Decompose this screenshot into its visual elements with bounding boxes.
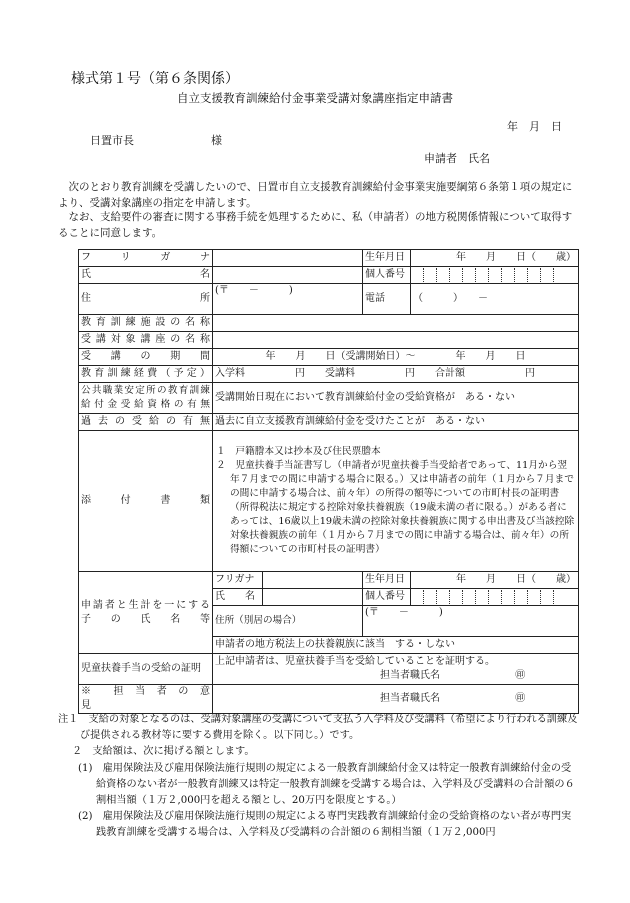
expense-label: 教育訓練経費（予定） (79, 366, 213, 383)
facility-label: 教育訓練施設の名称 (79, 315, 213, 332)
expense-input[interactable]: 入学料 円 受講料 円 合計額 円 (213, 366, 579, 383)
mynumber-input[interactable] (411, 267, 579, 284)
child-name-label: 氏 名 (213, 589, 263, 606)
child-birth-input[interactable]: 年 月 日（ 歳） (411, 572, 579, 589)
note-2-2: (2) 雇用保険法及び雇用保険法施行規則の規定による専門実践教育訓練給付金の受給資格のない者が専門実践教育訓練を受講する場合は、入学料及び受講料の合計額の６割相当額（１万２,000円 (78, 811, 572, 839)
attachment-item-1: １ 戸籍謄本又は抄本及び住民票謄本 (216, 446, 381, 457)
phone-label: 電話 (363, 284, 411, 315)
eligibility-label-line2: 給付金受給資格の有無 (81, 399, 210, 410)
application-table (78, 249, 579, 714)
child-address-label: 住所（別居の場合） (213, 606, 363, 637)
eligibility-label-line1: 公共職業安定所の教育訓練 (81, 385, 210, 396)
past-label: 過去の受給の有無 (79, 414, 213, 431)
attachment-item-2: ２ 児童扶養手当証書写し（申請者が児童扶養手当受給者であって、11月から翌年７月までの間に申請する場合に限る。）又は申請者の前年（１月から７月までの間に申請する場合は、前々年）の所得の額等についての市町村長の証明書（所得税法に規定する控除対象扶養親族（19歳未満の者に限る。）がある者にあっては、16歳以上19歳未満の控除対象扶養親族に関する申出書及び当該控除対象扶養親族の前年（１月から７月までの間に申請する場合は、前々年）の所得額についての市町村長の証明書） (216, 460, 575, 555)
course-input[interactable] (213, 332, 579, 349)
eligibility-label (79, 383, 213, 414)
address-label: 住 所 (79, 284, 213, 315)
furigana-label: フ リ ガ ナ (79, 250, 213, 267)
child-address-input[interactable]: (〒 － ) (363, 606, 579, 637)
period-input[interactable]: 年 月 日（受講開始日）～ 年 月 日 (213, 349, 579, 366)
child-name-input[interactable] (263, 589, 363, 606)
period-label: 受 講 の 期 間 (79, 349, 213, 366)
official-signature-row[interactable] (215, 669, 576, 683)
seal2-mark: ㊞ (515, 693, 526, 704)
official2-name-label: 担当者職氏名 (380, 693, 440, 704)
note-1: 注１ 支給の対象となるのは、受講対象講座の受講について支払う入学料及び受講料（希望により行われる訓練及び提供される教材等に要する費用を除く。以下同じ。）です。 (58, 714, 578, 742)
seal-mark: ㊞ (515, 670, 526, 681)
child-furigana-input[interactable] (263, 572, 363, 589)
note-2: ２ 支給額は、次に掲げる額とします。 (72, 746, 255, 758)
official2-signature-row[interactable] (215, 692, 576, 706)
child-birth-label: 生年月日 (363, 572, 411, 589)
opinion-label: ※ 担 当 者 の 意 見 (79, 685, 213, 714)
past-input[interactable]: 過去に自立支援教育訓練給付金を受けたことが ある・ない (213, 414, 579, 431)
form-number: 様式第１号（第６条関係） (71, 71, 239, 87)
facility-input[interactable] (213, 315, 579, 332)
course-label: 受講対象講座の名称 (79, 332, 213, 349)
official-name-label: 担当者職氏名 (380, 670, 440, 681)
birthdate-label: 生年月日 (363, 250, 411, 267)
attachments-label: 添 付 書 類 (79, 431, 213, 572)
attachments-list (213, 431, 579, 572)
name-label: 氏 名 (79, 267, 213, 284)
child-allowance-cert (213, 654, 579, 685)
address-input[interactable]: (〒 － ) (213, 284, 363, 315)
child-mynumber-input[interactable] (411, 589, 579, 606)
page-title: 自立支援教育訓練給付金事業受講対象講座指定申請書 (177, 91, 453, 105)
child-label-line1: 申請者と生計を一にする (81, 599, 210, 611)
child-allowance-label: 児童扶養手当の受給の証明 (79, 654, 213, 685)
mynumber-label: 個人番号 (363, 267, 411, 284)
name-input[interactable] (213, 267, 363, 284)
intro-paragraph-1: 次のとおり教育訓練を受講したいので、日置市自立支援教育訓練給付金事業実施要綱第６条第１項の規定により、受講対象講座の指定を申請します。 (58, 181, 573, 209)
eligibility-input[interactable]: 受講開始日現在において教育訓練給付金の受給資格が ある・ない (213, 383, 579, 414)
furigana-input[interactable] (213, 250, 363, 267)
note-2-1: (1) 雇用保険法及び雇用保険法施行規則の規定による一般教育訓練給付金又は特定一般教育訓練給付金の受給資格のない者が一般教育訓練又は特定一般教育訓練を受講する場合は、入学料及び受講料の合計額の６割相当額（１万２,000円を超える額とし、20万円を限度とする。） (78, 762, 575, 807)
child-furigana-label: フリガナ (213, 572, 263, 589)
intro-paragraph-2: なお、支給要件の審査に関する事務手続を処理するために、私（申請者）の地方税関係情報について取得することに同意します。 (58, 211, 573, 239)
applicant-name-field[interactable]: 申請者 氏名 (424, 152, 490, 165)
date-field[interactable]: 年 月 日 (507, 120, 562, 133)
child-mynumber-label: 個人番号 (363, 589, 411, 606)
notes (58, 712, 580, 842)
phone-input[interactable]: （ ） － (411, 284, 579, 315)
opinion-input[interactable] (213, 685, 579, 714)
child-label (79, 572, 213, 654)
child-label-line2: 子 の 氏 名 等 (81, 613, 210, 625)
child-tax-dependent[interactable]: 申請者の地方税法上の扶養親族に該当 する・しない (213, 637, 579, 654)
child-allowance-text: 上記申請者は、児童扶養手当を受給していることを証明する。 (215, 656, 495, 667)
addressee: 日置市長 様 (90, 134, 222, 147)
birthdate-input[interactable]: 年 月 日（ 歳） (411, 250, 579, 267)
